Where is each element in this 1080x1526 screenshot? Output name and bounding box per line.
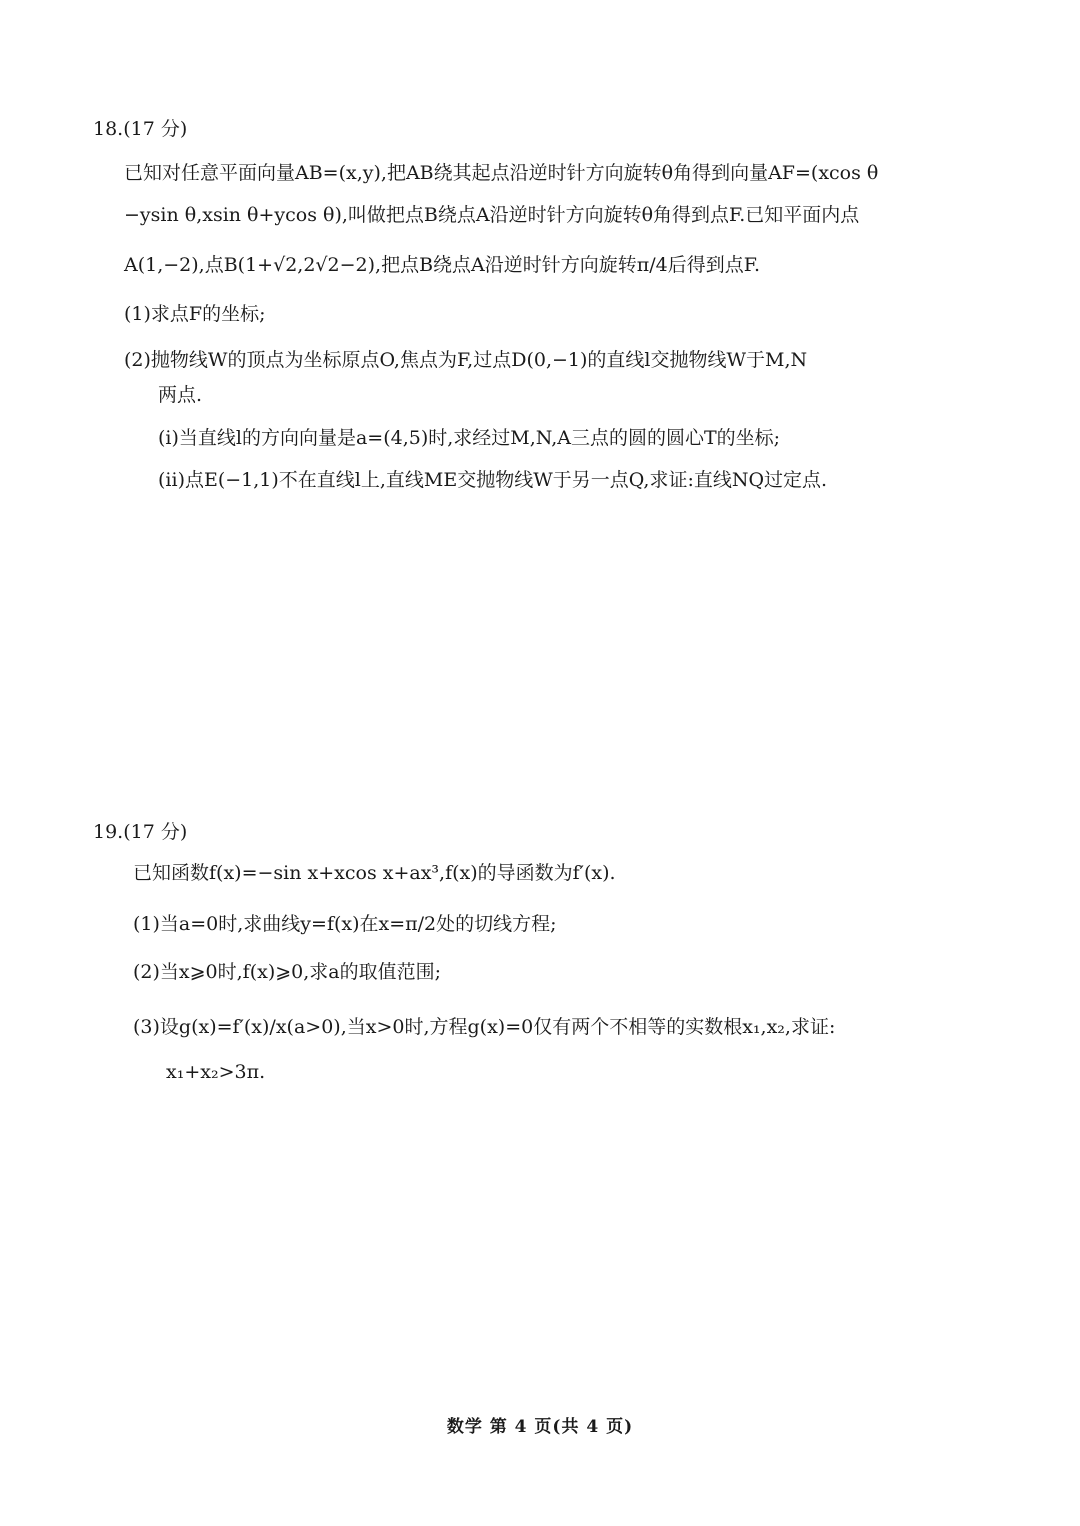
q18-part-2-cont: 两点. <box>158 384 203 406</box>
q19-line-1: 已知函数f(x)=−sin x+xcos x+ax³,f(x)的导函数为f′(x). <box>133 862 616 884</box>
q19-part-3: (3)设g(x)=f′(x)/x(a>0),当x>0时,方程g(x)=0仅有两个不相等的实数根x₁,x₂,求证: <box>133 1016 836 1038</box>
q19-part-3-cont: x₁+x₂>3π. <box>166 1061 266 1083</box>
q18-heading: 18.(17 分) <box>93 118 188 140</box>
q19-part-2: (2)当x⩾0时,f(x)⩾0,求a的取值范围; <box>133 961 442 983</box>
q18-line-2: −ysin θ,xsin θ+ycos θ),叫做把点B绕点A沿逆时针方向旋转θ角得到点F.已知平面内点 <box>124 204 860 226</box>
q18-line-1: 已知对任意平面向量AB=(x,y),把AB绕其起点沿逆时针方向旋转θ角得到向量AF=(xcos θ <box>124 162 879 184</box>
page-footer: 数学 第 4 页(共 4 页) <box>446 1417 634 1437</box>
q19-part-1: (1)当a=0时,求曲线y=f(x)在x=π/2处的切线方程; <box>133 913 557 935</box>
q18-line-3: A(1,−2),点B(1+√2,2√2−2),把点B绕点A沿逆时针方向旋转π/4后得到点F. <box>124 254 761 276</box>
q18-part-2-i: (i)当直线l的方向向量是a=(4,5)时,求经过M,N,A三点的圆的圆心T的坐标; <box>158 427 781 449</box>
q18-part-2: (2)抛物线W的顶点为坐标原点O,焦点为F,过点D(0,−1)的直线l交抛物线W于M,N <box>124 349 808 371</box>
q19-heading: 19.(17 分) <box>93 821 188 843</box>
q18-part-2-ii: (ii)点E(−1,1)不在直线l上,直线ME交抛物线W于另一点Q,求证:直线NQ过定点. <box>158 469 828 491</box>
q18-part-1: (1)求点F的坐标; <box>124 303 266 325</box>
